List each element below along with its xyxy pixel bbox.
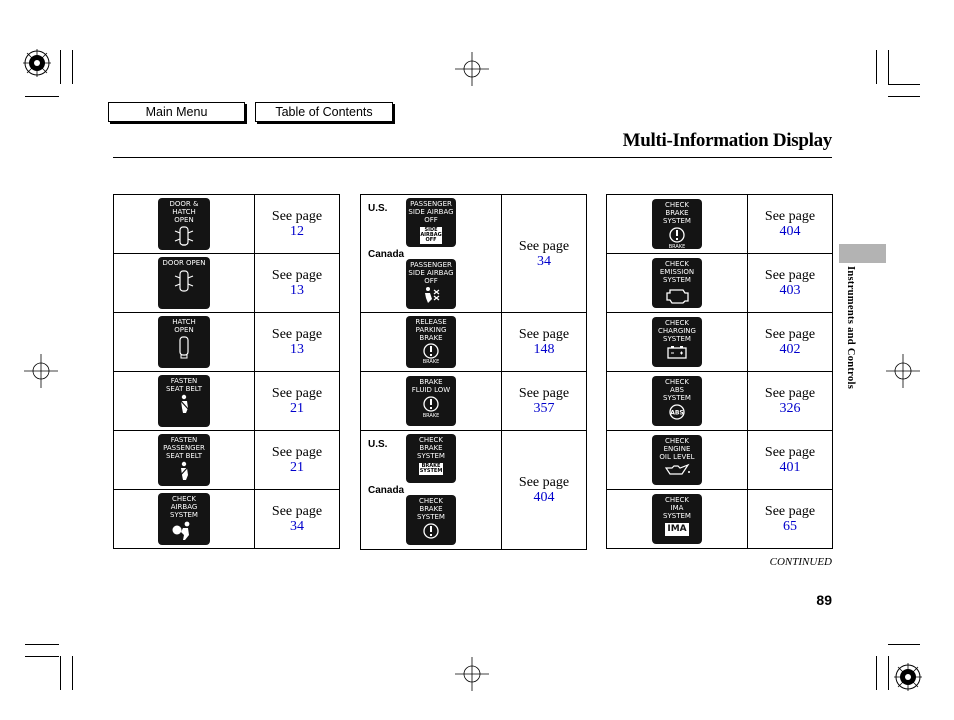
icon-cell [114, 254, 255, 313]
crosshair-icon [24, 354, 58, 388]
page-ref-cell: See page 402 [748, 313, 833, 372]
brake-fluid-icon: BRAKE FLUID LOW BRAKE [406, 376, 456, 426]
page-link[interactable]: 13 [290, 283, 304, 298]
page-ref-cell: See page 65 [748, 490, 833, 549]
icon-cell [607, 313, 748, 372]
page-link[interactable]: 404 [533, 490, 555, 505]
page-link[interactable]: 357 [533, 401, 555, 416]
page-link[interactable]: 21 [290, 460, 304, 475]
abs-icon: CHECK ABS SYSTEM ABS [652, 376, 702, 426]
table-of-contents-button[interactable]: Table of Contents [255, 102, 393, 122]
page-link[interactable]: 65 [783, 519, 797, 534]
passenger-airbag-off-icon: PASSENGER SIDE AIRBAG OFF [406, 259, 456, 309]
section-label: Instruments and Controls [845, 266, 856, 390]
icon-cell [607, 254, 748, 313]
table-row [114, 431, 340, 490]
table-row [114, 313, 340, 372]
car-door-hatch-open-icon: DOOR & HATCH OPEN [158, 198, 210, 250]
page-link[interactable]: 401 [779, 460, 801, 475]
crosshair-icon [886, 354, 920, 388]
page-ref-cell: See page 401 [748, 431, 833, 490]
registration-target-icon [22, 48, 52, 78]
page-ref-cell: See page 21 [255, 372, 340, 431]
table-row [607, 372, 833, 431]
table-row [361, 195, 587, 313]
table-row [607, 431, 833, 490]
section-tab [839, 244, 886, 263]
seat-belt-icon: FASTEN SEAT BELT [158, 375, 210, 427]
airbag-icon: CHECK AIRBAG SYSTEM [158, 493, 210, 545]
table-row [361, 431, 587, 550]
page-ref-cell: See page 404 [748, 195, 833, 254]
page-link[interactable]: 21 [290, 401, 304, 416]
oil-can-icon: CHECK ENGINE OIL LEVEL [652, 435, 702, 485]
page-ref-cell: See page 404 [502, 431, 587, 550]
page-link[interactable]: 148 [533, 342, 555, 357]
brake-system-icon: CHECK BRAKE SYSTEM BRAKE SYSTEM [406, 434, 456, 483]
crosshair-icon [455, 52, 489, 86]
ima-badge: IMA [665, 523, 689, 536]
brake-system-icon: CHECK BRAKE SYSTEM [406, 495, 456, 545]
region-label-us: U.S. [368, 203, 388, 214]
icon-cell [114, 490, 255, 549]
icon-cell [114, 431, 255, 490]
page-ref-cell: See page 34 [255, 490, 340, 549]
page-link[interactable]: 326 [779, 401, 801, 416]
page-ref-cell: See page 34 [502, 195, 587, 313]
table-row [607, 313, 833, 372]
icon-cell [607, 490, 748, 549]
icon-cell [361, 372, 502, 431]
page-link[interactable]: 34 [537, 253, 551, 269]
page-link[interactable]: 34 [290, 519, 304, 534]
table-row [607, 195, 833, 254]
registration-target-icon [893, 662, 923, 692]
page-ref-cell: See page 357 [502, 372, 587, 431]
table-row [361, 372, 587, 431]
brake-warning-icon: CHECK BRAKE SYSTEM BRAKE [652, 199, 702, 249]
car-door-open-icon: DOOR OPEN [158, 257, 210, 309]
icon-cell [607, 372, 748, 431]
icon-cell [361, 195, 502, 313]
continued-label: CONTINUED [769, 556, 832, 568]
table-row [114, 195, 340, 254]
icon-cell [114, 372, 255, 431]
abs-text: ABS [670, 409, 684, 417]
icon-cell [114, 195, 255, 254]
table-row [114, 254, 340, 313]
table-row [114, 490, 340, 549]
table-row [607, 490, 833, 549]
icon-cell [361, 313, 502, 372]
check-engine-icon: CHECK EMISSION SYSTEM [652, 258, 702, 308]
indicator-table-2 [360, 194, 587, 550]
ima-icon: CHECK IMA SYSTEM IMA [652, 494, 702, 544]
page-link[interactable]: 12 [290, 224, 304, 239]
crosshair-icon [455, 657, 489, 691]
table-row [607, 254, 833, 313]
page-ref-cell: See page 326 [748, 372, 833, 431]
page-link[interactable]: 13 [290, 342, 304, 357]
icon-cell [361, 431, 502, 550]
region-label-us: U.S. [368, 439, 388, 450]
page-link[interactable]: 404 [779, 224, 801, 239]
page-ref-cell: See page 21 [255, 431, 340, 490]
page-ref-cell: See page 13 [255, 313, 340, 372]
indicator-table-3 [606, 194, 833, 549]
icon-cell [607, 195, 748, 254]
table-row [361, 313, 587, 372]
title-rule [113, 157, 832, 158]
passenger-seat-belt-icon: FASTEN PASSENGER SEAT BELT [158, 434, 210, 486]
car-hatch-open-icon: HATCH OPEN [158, 316, 210, 368]
page-ref-cell: See page 403 [748, 254, 833, 313]
main-menu-button[interactable]: Main Menu [108, 102, 245, 122]
page-ref-cell: See page 13 [255, 254, 340, 313]
region-label-canada: Canada [368, 249, 405, 260]
page-ref-cell: See page 12 [255, 195, 340, 254]
parking-brake-icon: RELEASE PARKING BRAKE BRAKE [406, 316, 456, 368]
table-row [114, 372, 340, 431]
page-ref-cell: See page 148 [502, 313, 587, 372]
page-number: 89 [816, 592, 832, 608]
page-link[interactable]: 403 [779, 283, 801, 298]
icon-cell [114, 313, 255, 372]
passenger-airbag-off-icon: PASSENGER SIDE AIRBAG OFF SIDE AIRBAG OFF [406, 198, 456, 247]
page-title: Multi-Information Display [622, 130, 832, 151]
region-label-canada: Canada [368, 485, 405, 496]
icon-cell [607, 431, 748, 490]
page-link[interactable]: 402 [779, 342, 801, 357]
indicator-table-1 [113, 194, 340, 549]
battery-icon: CHECK CHARGING SYSTEM [652, 317, 702, 367]
